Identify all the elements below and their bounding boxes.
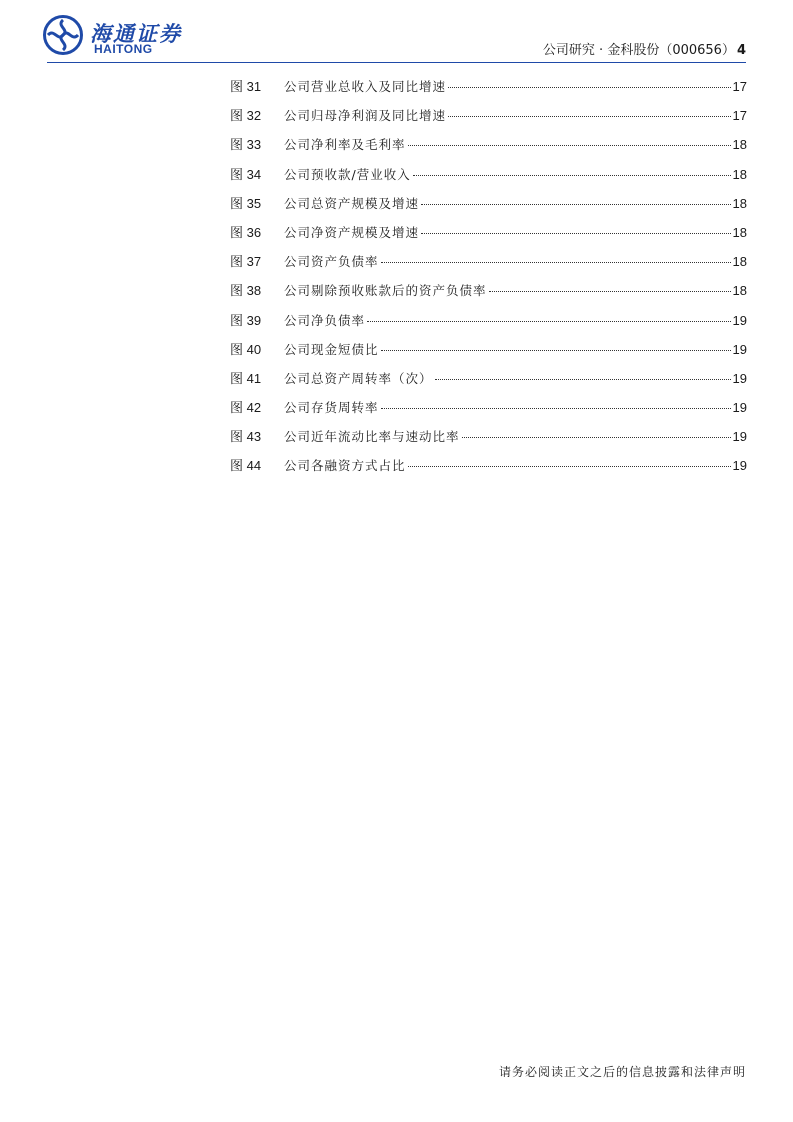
figure-page: 18 [732,195,747,211]
figure-page: 18 [732,224,747,240]
figure-page: 18 [732,254,747,270]
dot-leader [462,437,731,438]
dot-leader [489,291,731,292]
dot-leader [408,145,731,146]
figure-page: 19 [732,370,747,386]
dot-leader [448,116,731,117]
company-logo [42,14,222,60]
figure-title: 公司净负债率 [284,312,366,328]
figure-title: 公司存货周转率 [284,400,379,416]
figure-number: 图 40 [230,341,262,357]
dot-leader [367,321,731,322]
figure-title: 公司净资产规模及增速 [284,224,420,240]
figure-number: 图 39 [230,312,262,328]
figure-page: 18 [732,137,747,153]
dot-leader [421,233,731,234]
figure-title: 公司剔除预收账款后的资产负债率 [284,283,487,299]
dot-leader [381,350,731,351]
toc-row[interactable] [230,397,747,426]
figure-page: 19 [732,341,747,357]
figure-page: 18 [732,166,747,182]
figure-page: 18 [732,283,747,299]
toc-row[interactable] [230,280,747,309]
haitong-emblem-icon [42,14,84,56]
figure-page: 19 [732,429,747,445]
header-divider [47,62,746,63]
figure-number: 图 38 [230,283,262,299]
dot-leader [421,204,731,205]
figure-page: 19 [732,400,747,416]
header-doc-label [543,39,746,58]
figure-title: 公司归母净利润及同比增速 [284,108,447,124]
toc-row[interactable] [230,76,747,105]
toc-row[interactable] [230,251,747,280]
figure-page: 17 [732,79,747,94]
figure-table-of-contents [230,76,747,485]
toc-row[interactable] [230,426,747,455]
dot-leader [435,379,731,380]
disclaimer-footer: 请务必阅读正文之后的信息披露和法律声明 [498,1065,746,1079]
figure-number: 图 41 [230,370,262,386]
figure-number: 图 32 [230,108,262,124]
toc-row[interactable] [230,222,747,251]
figure-title: 公司资产负债率 [284,254,379,270]
toc-row[interactable] [230,310,747,339]
doc-label: 公司研究 · 金科股份（000656） [542,43,735,58]
dot-leader [408,466,731,467]
figure-number: 图 43 [230,429,262,445]
toc-row[interactable] [230,455,747,484]
logo-chinese-text: 海通证券 [90,21,182,46]
figure-title: 公司总资产周转率（次） [284,370,433,386]
figure-title: 公司净利率及毛利率 [284,137,406,153]
figure-number: 图 36 [230,224,262,240]
toc-row[interactable] [230,134,747,163]
logo-english-text: HAITONG [94,42,153,56]
figure-page: 17 [732,108,747,124]
dot-leader [448,87,731,88]
figure-number: 图 34 [230,166,262,182]
figure-number: 图 31 [230,79,262,94]
figure-title: 公司总资产规模及增速 [284,195,420,211]
figure-title: 公司现金短债比 [284,341,379,357]
figure-number: 图 35 [230,195,262,211]
page-number: 4 [736,43,746,58]
toc-row[interactable] [230,164,747,193]
figure-title: 公司各融资方式占比 [284,458,406,474]
figure-number: 图 42 [230,400,262,416]
toc-row[interactable] [230,193,747,222]
figure-page: 19 [732,312,747,328]
figure-title: 公司营业总收入及同比增速 [284,79,447,94]
figure-title: 公司预收款/营业收入 [284,166,411,182]
dot-leader [381,408,731,409]
dot-leader [381,262,731,263]
figure-number: 图 44 [230,458,262,474]
toc-row[interactable] [230,105,747,134]
toc-row[interactable] [230,368,747,397]
dot-leader [413,175,731,176]
toc-row[interactable] [230,339,747,368]
figure-page: 19 [732,458,747,474]
figure-title: 公司近年流动比率与速动比率 [284,429,460,445]
figure-number: 图 37 [230,254,262,270]
figure-number: 图 33 [230,137,262,153]
